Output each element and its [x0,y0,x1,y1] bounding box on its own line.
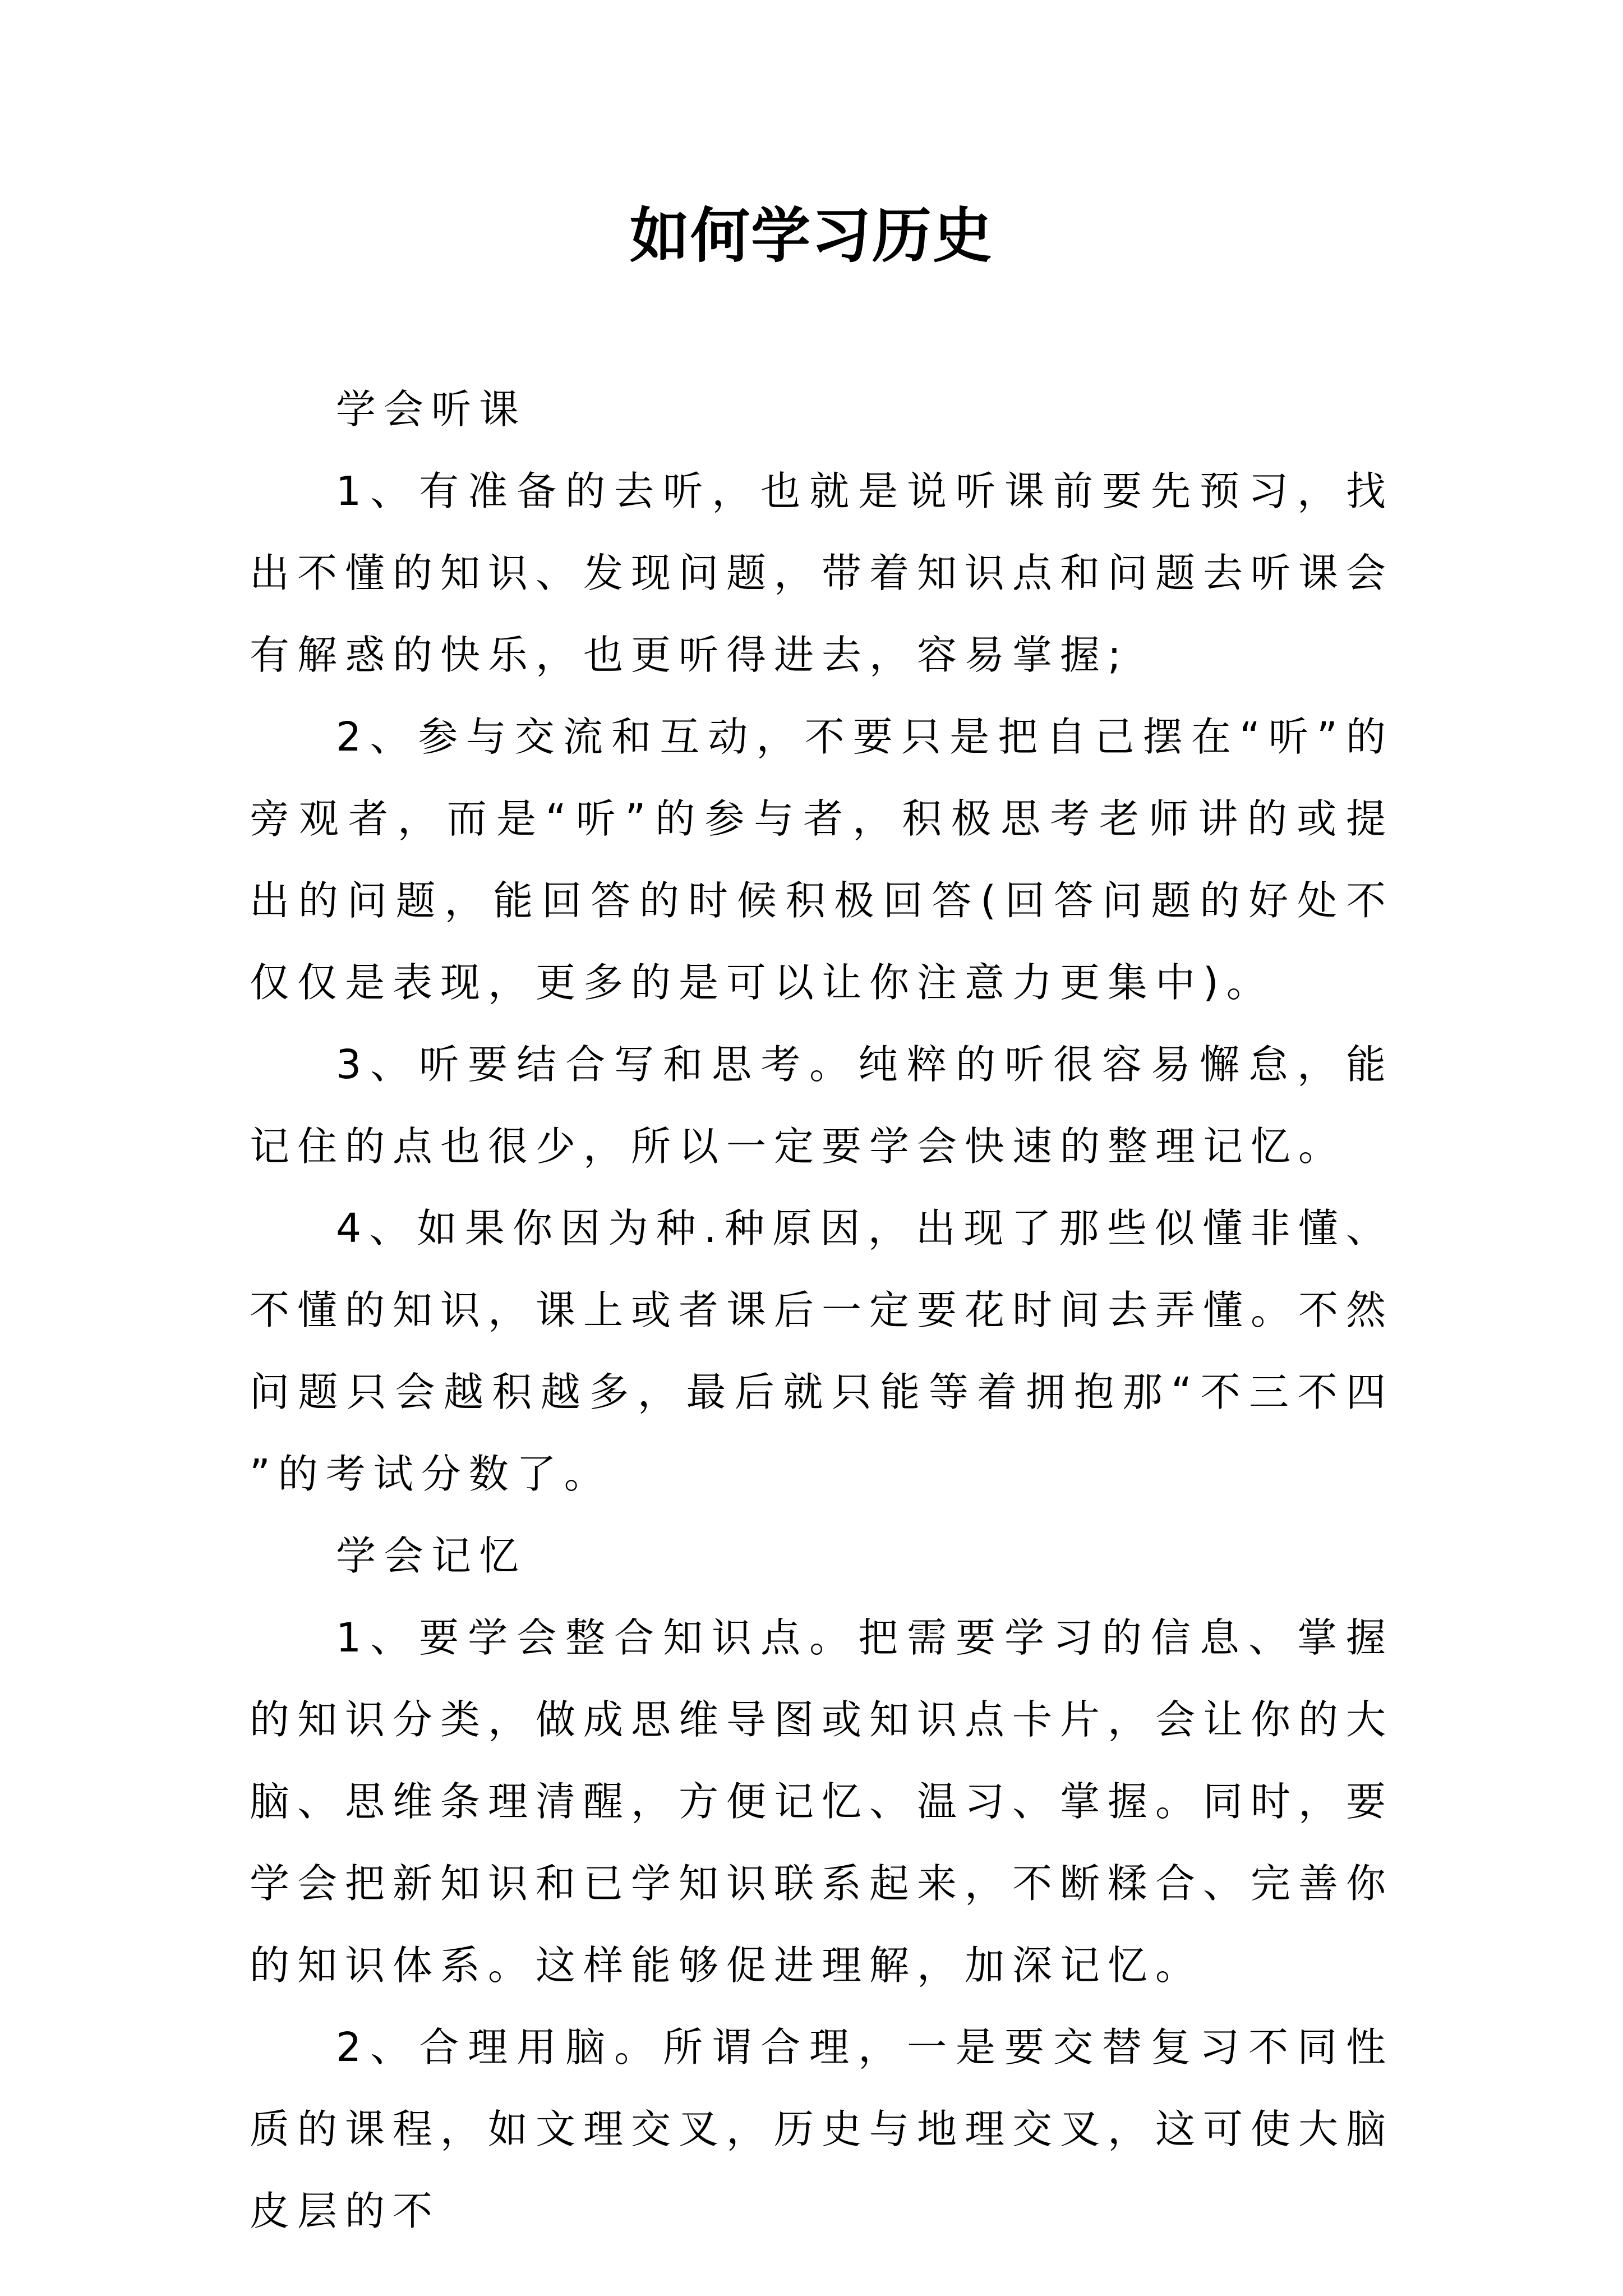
section-heading-memory: 学会记忆 [336,1533,527,1579]
paragraph-listening-4: 4、如果你因为种.种原因，出现了那些似懂非懂、不懂的知识，课上或者课后一定要花时间去弄懂。不然问题只会越积越多，最后就只能等着拥抱那“不三不四”的考试分数了。 [250,1205,1394,1497]
document-body [250,369,1394,2252]
paragraph-memory-2: 2、合理用脑。所谓合理，一是要交替复习不同性质的课程，如文理交叉，历史与地理交叉，这可使大脑皮层的不 [250,2024,1394,2234]
paragraph-listening-1: 1、有准备的去听，也就是说听课前要先预习，找出不懂的知识、发现问题，带着知识点和问题去听课会有解惑的快乐，也更听得进去，容易掌握; [250,468,1394,678]
paragraph-listening-2: 2、参与交流和互动，不要只是把自己摆在“听”的旁观者，而是“听”的参与者，积极思考老师讲的或提出的问题，能回答的时候积极回答(回答问题的好处不仅仅是表现，更多的是可以让你注意力更集中)。 [250,714,1394,1006]
document-title: 如何学习历史 [630,200,993,270]
paragraph-listening-3: 3、听要结合写和思考。纯粹的听很容易懈怠，能记住的点也很少，所以一定要学会快速的整理记忆。 [250,1041,1394,1170]
section-heading-listening: 学会听课 [336,386,527,432]
paragraph-memory-1: 1、要学会整合知识点。把需要学习的信息、掌握的知识分类，做成思维导图或知识点卡片，会让你的大脑、思维条理清醒，方便记忆、温习、掌握。同时，要学会把新知识和已学知识联系起来，不断糅合、完善你的知识体系。这样能够促进理解，加深记忆。 [250,1614,1394,1989]
